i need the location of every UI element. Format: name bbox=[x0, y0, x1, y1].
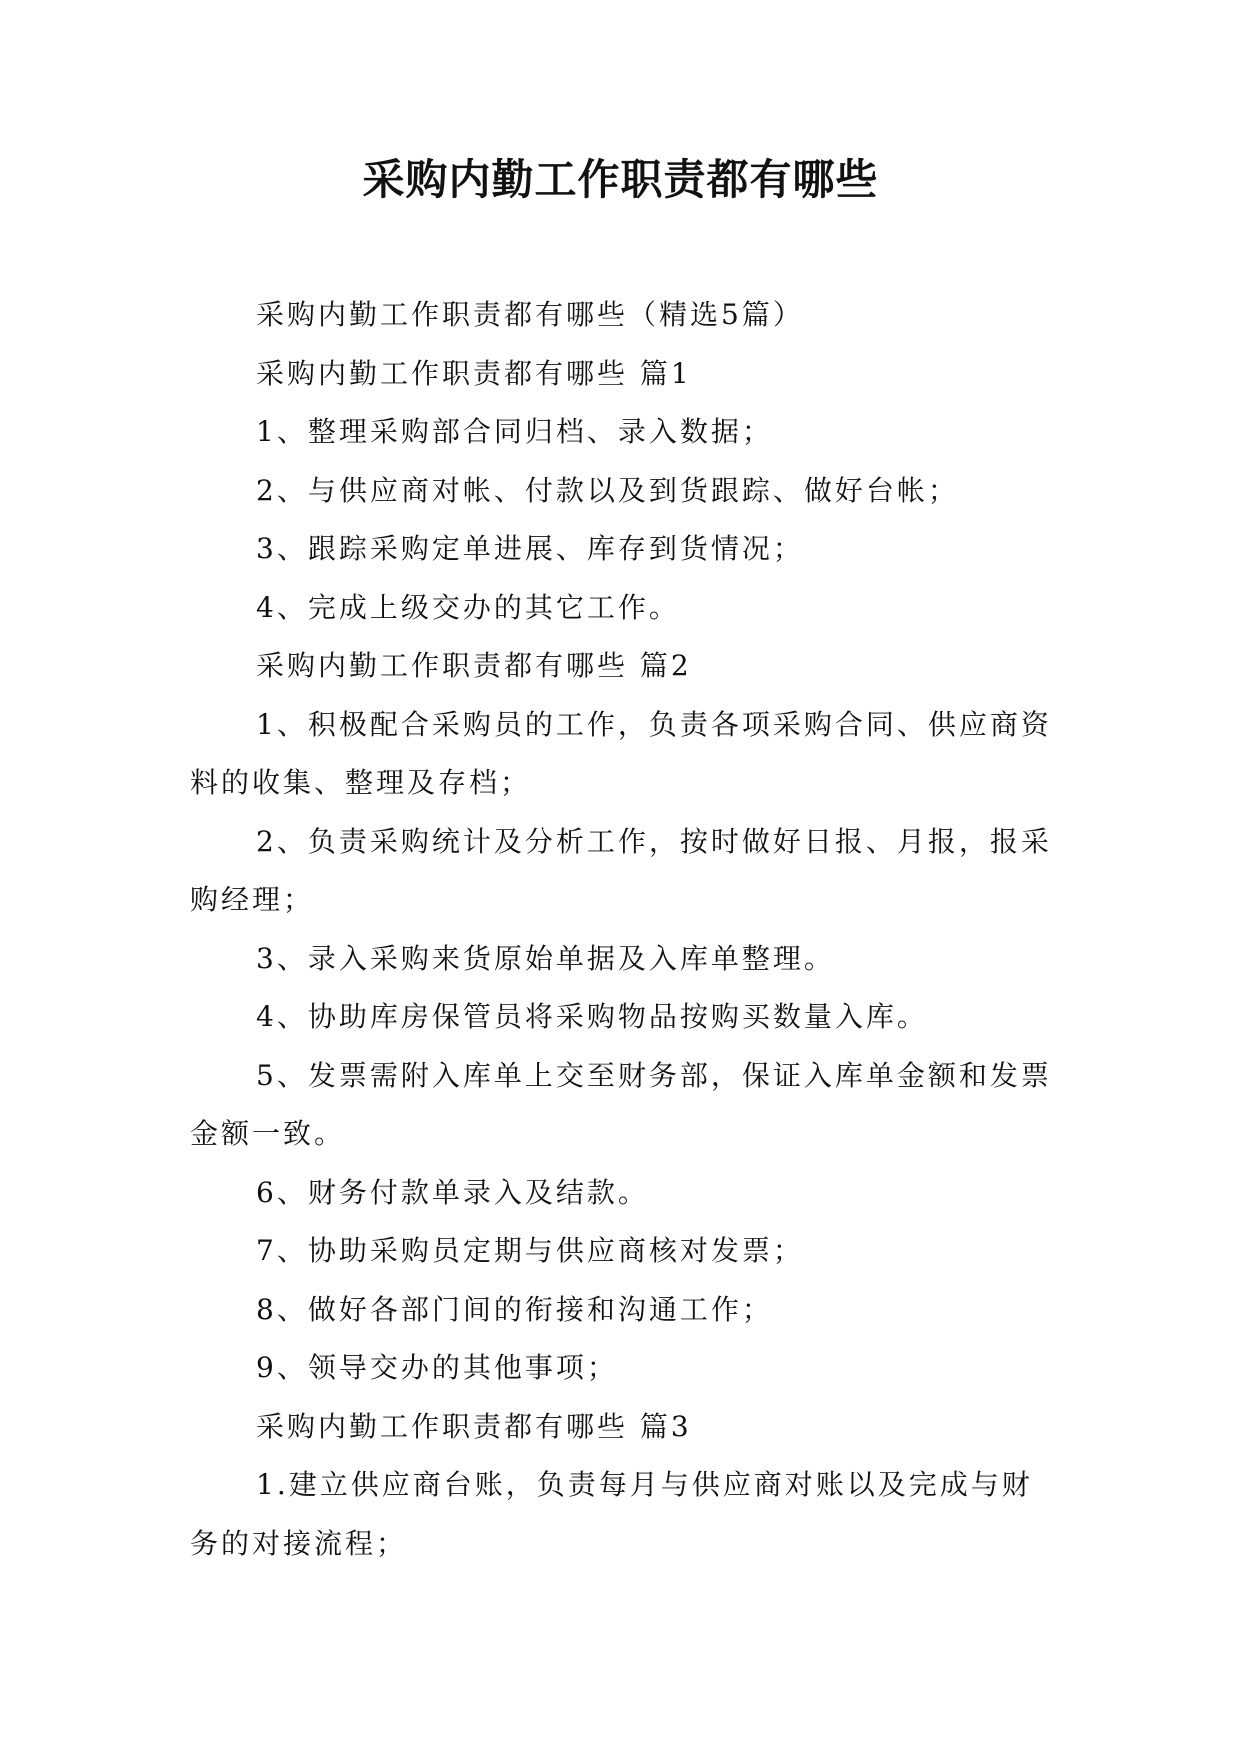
document-title: 采购内勤工作职责都有哪些 bbox=[362, 155, 879, 204]
list-item: 1、积极配合采购员的工作，负责各项采购合同、供应商资料的收集、整理及存档； bbox=[190, 707, 1052, 799]
intro-line: 采购内勤工作职责都有哪些（精选5篇） bbox=[256, 298, 804, 331]
list-item: 3、录入采购来货原始单据及入库单整理。 bbox=[256, 941, 835, 975]
list-item: 3、跟踪采购定单进展、库存到货情况； bbox=[256, 532, 804, 565]
list-item: 4、协助库房保管员将采购物品按购买数量入库。 bbox=[256, 1000, 928, 1033]
list-item: 2、与供应商对帐、付款以及到货跟踪、做好台帐； bbox=[256, 473, 959, 507]
list-item: 9、领导交办的其他事项； bbox=[256, 1351, 618, 1384]
document-body bbox=[190, 286, 1052, 1573]
list-item: 1、整理采购部合同归档、录入数据； bbox=[256, 415, 773, 448]
section-heading-2: 采购内勤工作职责都有哪些 篇2 bbox=[256, 649, 692, 682]
list-item: 7、协助采购员定期与供应商核对发票； bbox=[256, 1234, 804, 1267]
section-heading-3: 采购内勤工作职责都有哪些 篇3 bbox=[256, 1409, 692, 1443]
list-item: 8、做好各部门间的衔接和沟通工作； bbox=[256, 1292, 773, 1326]
list-item: 2、负责采购统计及分析工作，按时做好日报、月报，报采购经理； bbox=[190, 824, 1052, 916]
list-item: 5、发票需附入库单上交至财务部，保证入库单金额和发票金额一致。 bbox=[190, 1058, 1052, 1150]
list-item: 6、财务付款单录入及结款。 bbox=[256, 1175, 649, 1209]
list-item: 1.建立供应商台账，负责每月与供应商对账以及完成与财务的对接流程； bbox=[190, 1468, 1033, 1560]
section-heading-1: 采购内勤工作职责都有哪些 篇1 bbox=[256, 356, 692, 390]
list-item: 4、完成上级交办的其它工作。 bbox=[256, 590, 680, 624]
